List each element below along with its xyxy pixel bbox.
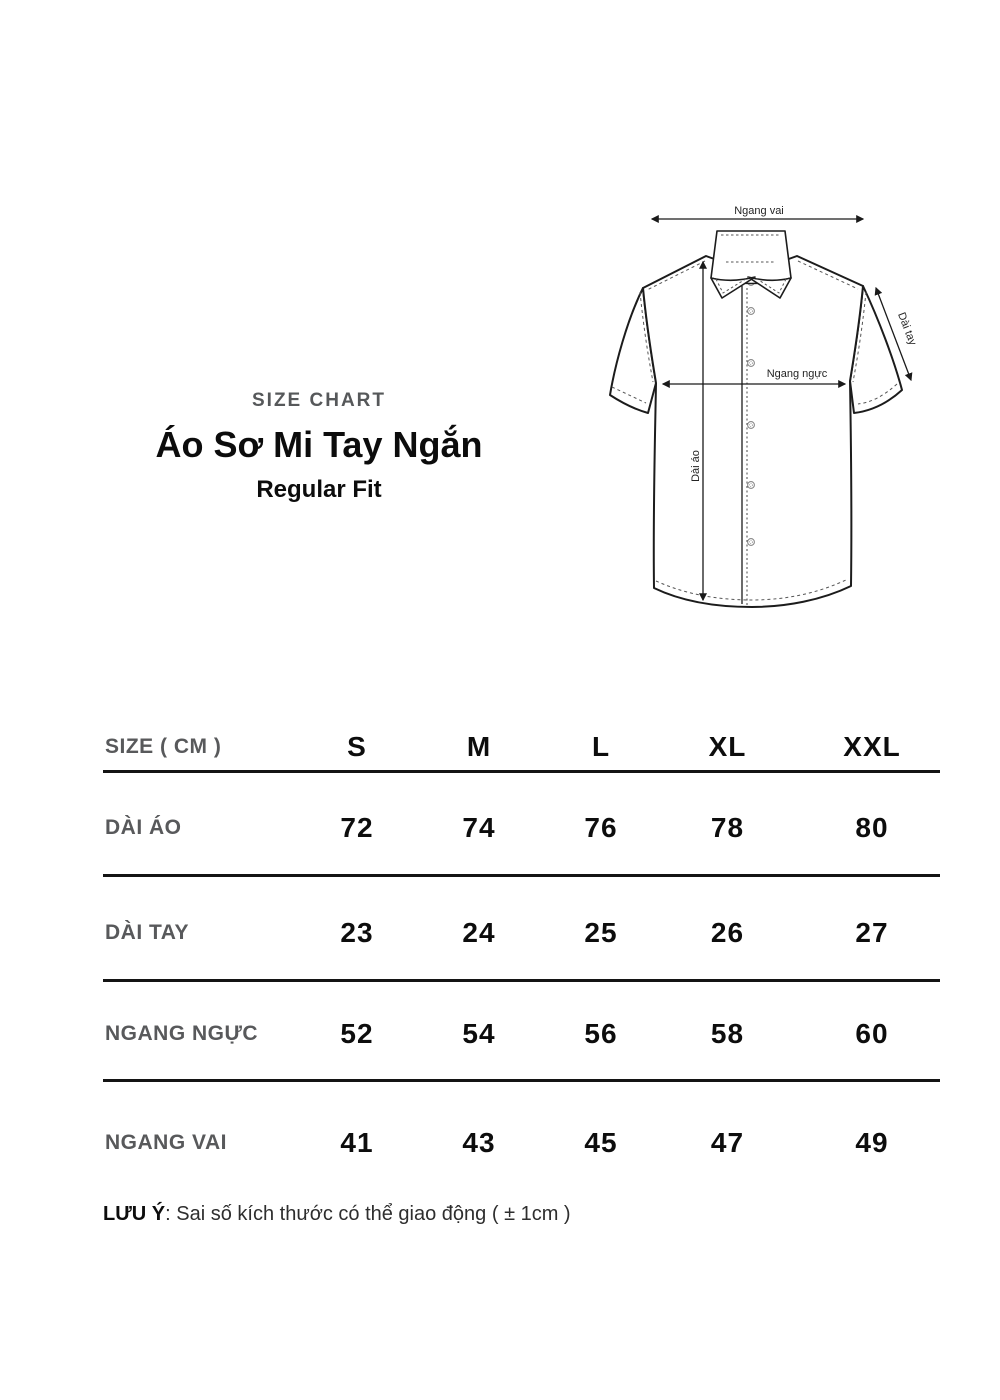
cell-value: 26 (710, 917, 745, 948)
cell-value: 52 (340, 1017, 374, 1049)
table-row-ngang-vai (103, 1082, 940, 1188)
tolerance-note (103, 1203, 571, 1226)
shoulder-width-label: Ngang vai (734, 205, 784, 217)
size-table (103, 723, 940, 1188)
title-block (99, 391, 539, 502)
table-row-ngang-nguc (103, 982, 940, 1082)
column-header-s: S (347, 730, 367, 762)
cell-value: 54 (462, 1017, 496, 1049)
button-icon (748, 308, 755, 315)
sleeve-length-label: Dài tay (895, 310, 919, 348)
button-icon (748, 539, 755, 546)
table-row-dai-tay (103, 877, 940, 982)
chest-width-label: Ngang ngực (766, 368, 828, 380)
column-header-xxl: XXL (843, 730, 901, 762)
row-label: NGANG VAI (105, 1131, 227, 1154)
button-icon (748, 360, 755, 367)
note-label: LƯU Ý (103, 1203, 166, 1225)
cell-value: 56 (584, 1017, 618, 1049)
fit-subtitle: Regular Fit (256, 475, 382, 503)
cell-value: 25 (584, 917, 618, 948)
button-icon (748, 422, 755, 429)
cell-value: 78 (710, 811, 745, 843)
cell-value: 47 (710, 1127, 745, 1158)
cell-value: 58 (710, 1017, 745, 1049)
row-label: NGANG NGỰC (105, 1021, 259, 1045)
row-label: DÀI TAY (105, 921, 190, 944)
column-header-xl: XL (708, 730, 747, 762)
cell-value: 60 (855, 1017, 889, 1049)
column-header-l: L (591, 730, 611, 762)
shirt-diagram (575, 190, 975, 630)
cell-value: 76 (584, 811, 618, 843)
table-row-dai-ao (103, 773, 940, 877)
cell-value: 23 (340, 917, 374, 948)
row-label: DÀI ÁO (105, 815, 182, 839)
cell-value: 80 (855, 811, 889, 843)
eyebrow-size-chart: SIZE CHART (252, 390, 386, 411)
cell-value: 49 (855, 1127, 889, 1158)
cell-value: 41 (340, 1127, 374, 1158)
product-title: Áo Sơ Mi Tay Ngắn (155, 424, 483, 465)
table-corner-label: SIZE ( CM ) (105, 734, 222, 758)
cell-value: 45 (584, 1127, 618, 1158)
cell-value: 43 (462, 1127, 496, 1158)
cell-value: 27 (855, 917, 889, 948)
body-length-label: Dài áo (690, 450, 702, 482)
cell-value: 74 (462, 811, 496, 843)
table-header-row (103, 723, 940, 773)
cell-value: 24 (462, 917, 496, 948)
button-icon (748, 482, 755, 489)
note-text: : Sai số kích thước có thể giao động ( ± 1cm ) (165, 1203, 571, 1225)
column-header-m: M (466, 730, 492, 762)
cell-value: 72 (340, 811, 374, 843)
